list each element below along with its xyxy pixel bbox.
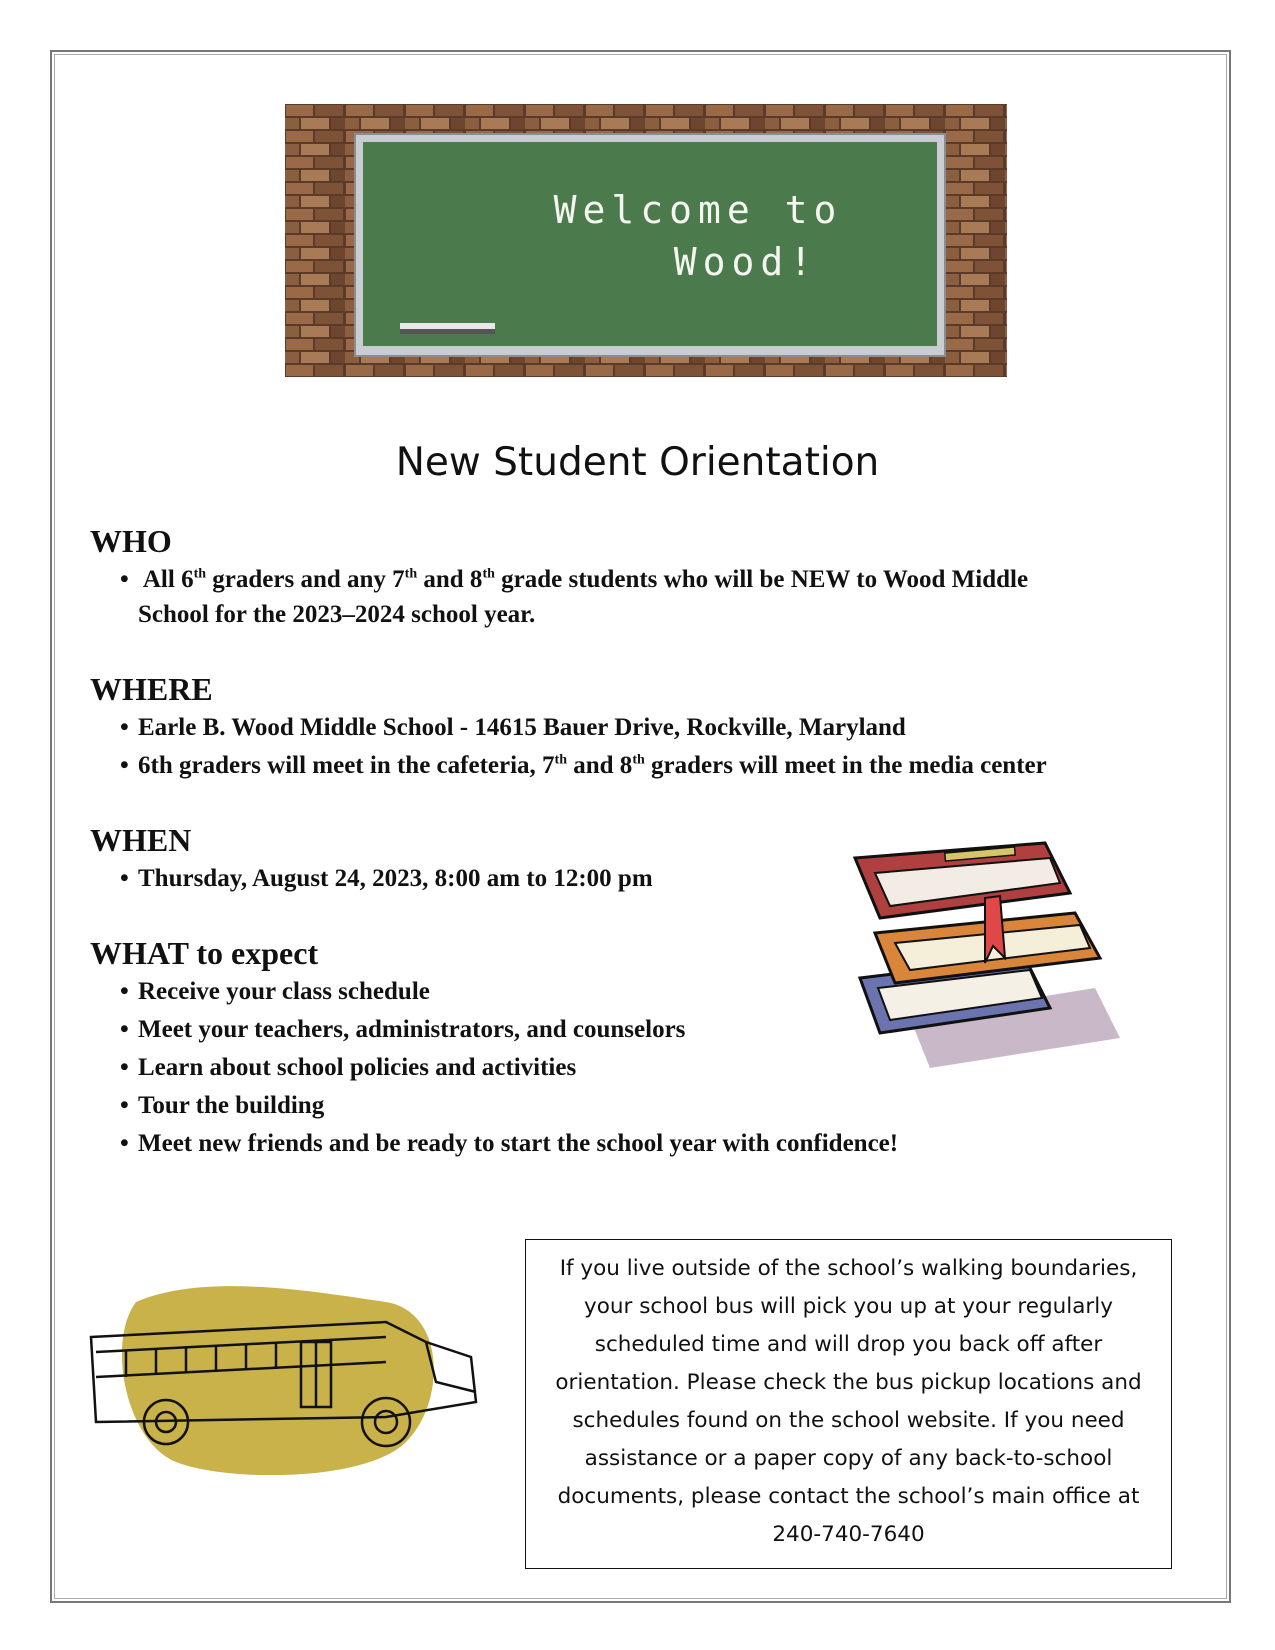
info-line: If you live outside of the school’s walking boundaries,	[559, 1256, 1138, 1281]
when-bullet-1: • Thursday, August 24, 2023, 8:00 am to 12:00 pm	[120, 865, 653, 892]
info-line: schedules found on the school website. If you need	[572, 1408, 1125, 1433]
where-bullet-2: • 6th graders will meet in the cafeteria, 7th and 8th graders will meet in the media center	[120, 752, 1047, 779]
what-heading: WHAT to expect	[90, 935, 319, 971]
what-item: • Receive your class schedule	[120, 978, 430, 1005]
who-heading: WHO	[90, 523, 172, 559]
info-line: assistance or a paper copy of any back-to-school	[584, 1446, 1113, 1471]
bus-info-box	[525, 1239, 1172, 1569]
what-item: • Meet your teachers, administrators, and counselors	[120, 1016, 686, 1043]
where-bullet-1: • Earle B. Wood Middle School - 14615 Bauer Drive, Rockville, Maryland	[120, 714, 906, 741]
banner-line-2: Wood!	[673, 240, 819, 284]
info-line: documents, please contact the school’s main office at	[557, 1484, 1140, 1509]
who-bullet-1-cont: School for the 2023–2024 school year.	[138, 601, 536, 628]
where-heading: WHERE	[90, 671, 213, 707]
what-item: • Tour the building	[120, 1092, 325, 1119]
page-title: New Student Orientation	[395, 440, 880, 485]
what-item: • Meet new friends and be ready to start the school year with confidence!	[120, 1130, 899, 1157]
info-line: scheduled time and will drop you back off after	[594, 1332, 1103, 1357]
info-line: your school bus will pick you up at your regularly	[584, 1294, 1113, 1319]
welcome-banner-image	[285, 104, 1007, 377]
what-item: • Learn about school policies and activities	[120, 1054, 577, 1081]
who-bullet-1: • All 6th graders and any 7th and 8th grade students who will be NEW to Wood Middle	[120, 566, 1029, 593]
phone-number: 240-740-7640	[772, 1522, 925, 1547]
banner-line-1: Welcome to	[553, 188, 843, 232]
books-illustration	[850, 838, 1130, 1078]
info-line: orientation. Please check the bus pickup locations and	[555, 1370, 1142, 1395]
when-heading: WHEN	[90, 822, 192, 858]
school-bus-illustration	[86, 1282, 486, 1487]
